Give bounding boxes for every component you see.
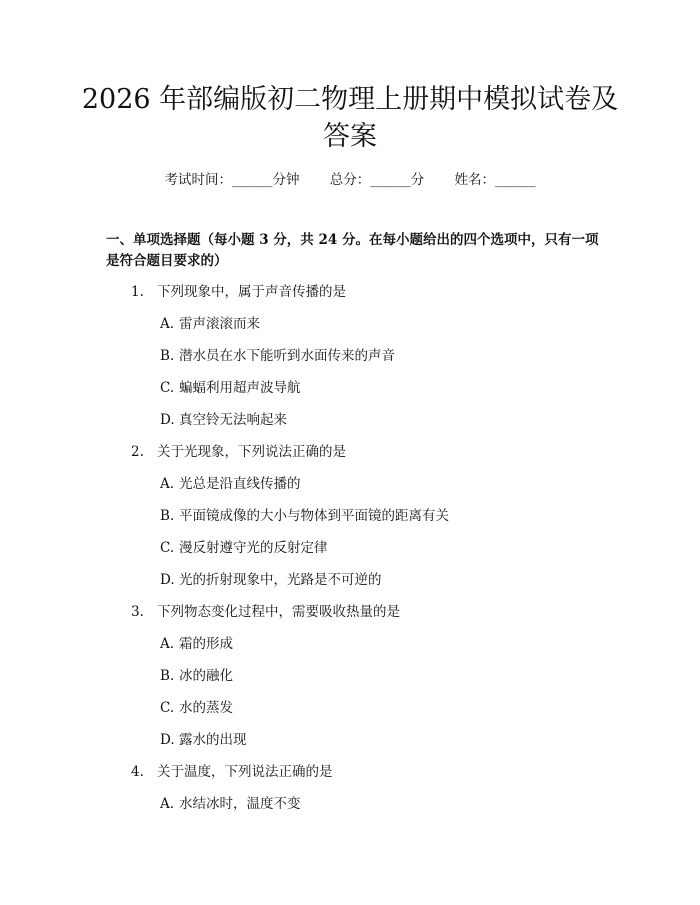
option-text: 真空铃无法响起来 (179, 412, 287, 428)
option-text: 雷声滚滚而来 (179, 316, 260, 332)
question-2-option-c (160, 539, 328, 557)
option-letter: A. (160, 316, 175, 332)
option-letter: A. (160, 636, 175, 652)
question-3-option-a (160, 635, 233, 653)
question-text: 关于光现象，下列说法正确的是 (157, 444, 346, 460)
option-text: 漫反射遵守光的反射定律 (179, 540, 328, 556)
option-text: 水的蒸发 (179, 700, 233, 716)
question-3-option-c (160, 699, 233, 717)
option-letter: A. (160, 796, 175, 812)
exam-time-field: 考试时间：______分钟 (164, 172, 300, 188)
student-name-field: 姓名：______ (454, 172, 536, 188)
total-score-field: 总分：______分 (329, 172, 425, 188)
option-text: 平面镜成像的大小与物体到平面镜的距离有关 (179, 508, 449, 524)
question-4 (131, 763, 333, 781)
question-text: 下列物态变化过程中，需要吸收热量的是 (157, 604, 400, 620)
option-text: 光的折射现象中，光路是不可逆的 (179, 572, 382, 588)
question-2-option-d (160, 571, 382, 589)
question-3-option-d (160, 731, 247, 749)
exam-info-line (0, 168, 700, 188)
option-letter: A. (160, 476, 175, 492)
question-2-option-a (160, 475, 301, 493)
question-1-option-b (160, 347, 395, 365)
option-text: 水结冰时，温度不变 (179, 796, 301, 812)
question-3 (131, 603, 400, 621)
option-letter: C. (160, 700, 175, 716)
option-letter: C. (160, 380, 175, 396)
question-4-option-a (160, 795, 301, 813)
section-heading-continued: 是符合题目要求的） (106, 253, 228, 269)
option-text: 蝙蝠利用超声波导航 (179, 380, 301, 396)
option-letter: B. (160, 508, 175, 524)
question-number: 2. (131, 444, 144, 460)
section-heading: 一、单项选择题（每小题 3 分，共 24 分。在每小题给出的四个选项中，只有一项 (106, 232, 599, 248)
page-title-continued: 答案 (323, 121, 377, 152)
question-1-option-c (160, 379, 301, 397)
option-text: 霜的形成 (179, 636, 233, 652)
question-text: 下列现象中，属于声音传播的是 (157, 284, 346, 300)
question-number: 3. (131, 604, 144, 620)
question-2 (131, 443, 346, 461)
option-letter: B. (160, 348, 175, 364)
option-text: 光总是沿直线传播的 (179, 476, 301, 492)
question-1-option-a (160, 315, 260, 333)
question-number: 1. (131, 284, 144, 300)
question-number: 4. (131, 764, 144, 780)
option-letter: C. (160, 540, 175, 556)
question-text: 关于温度，下列说法正确的是 (157, 764, 333, 780)
option-text: 冰的融化 (179, 668, 233, 684)
question-1-option-d (160, 411, 287, 429)
option-letter: D. (160, 572, 175, 588)
question-1 (131, 283, 346, 301)
page-title: 2026 年部编版初二物理上册期中模拟试卷及 (81, 84, 619, 115)
option-letter: D. (160, 732, 175, 748)
question-3-option-b (160, 667, 233, 685)
option-letter: D. (160, 412, 175, 428)
option-letter: B. (160, 668, 175, 684)
option-text: 潜水员在水下能听到水面传来的声音 (179, 348, 395, 364)
question-2-option-b (160, 507, 449, 525)
option-text: 露水的出现 (179, 732, 247, 748)
